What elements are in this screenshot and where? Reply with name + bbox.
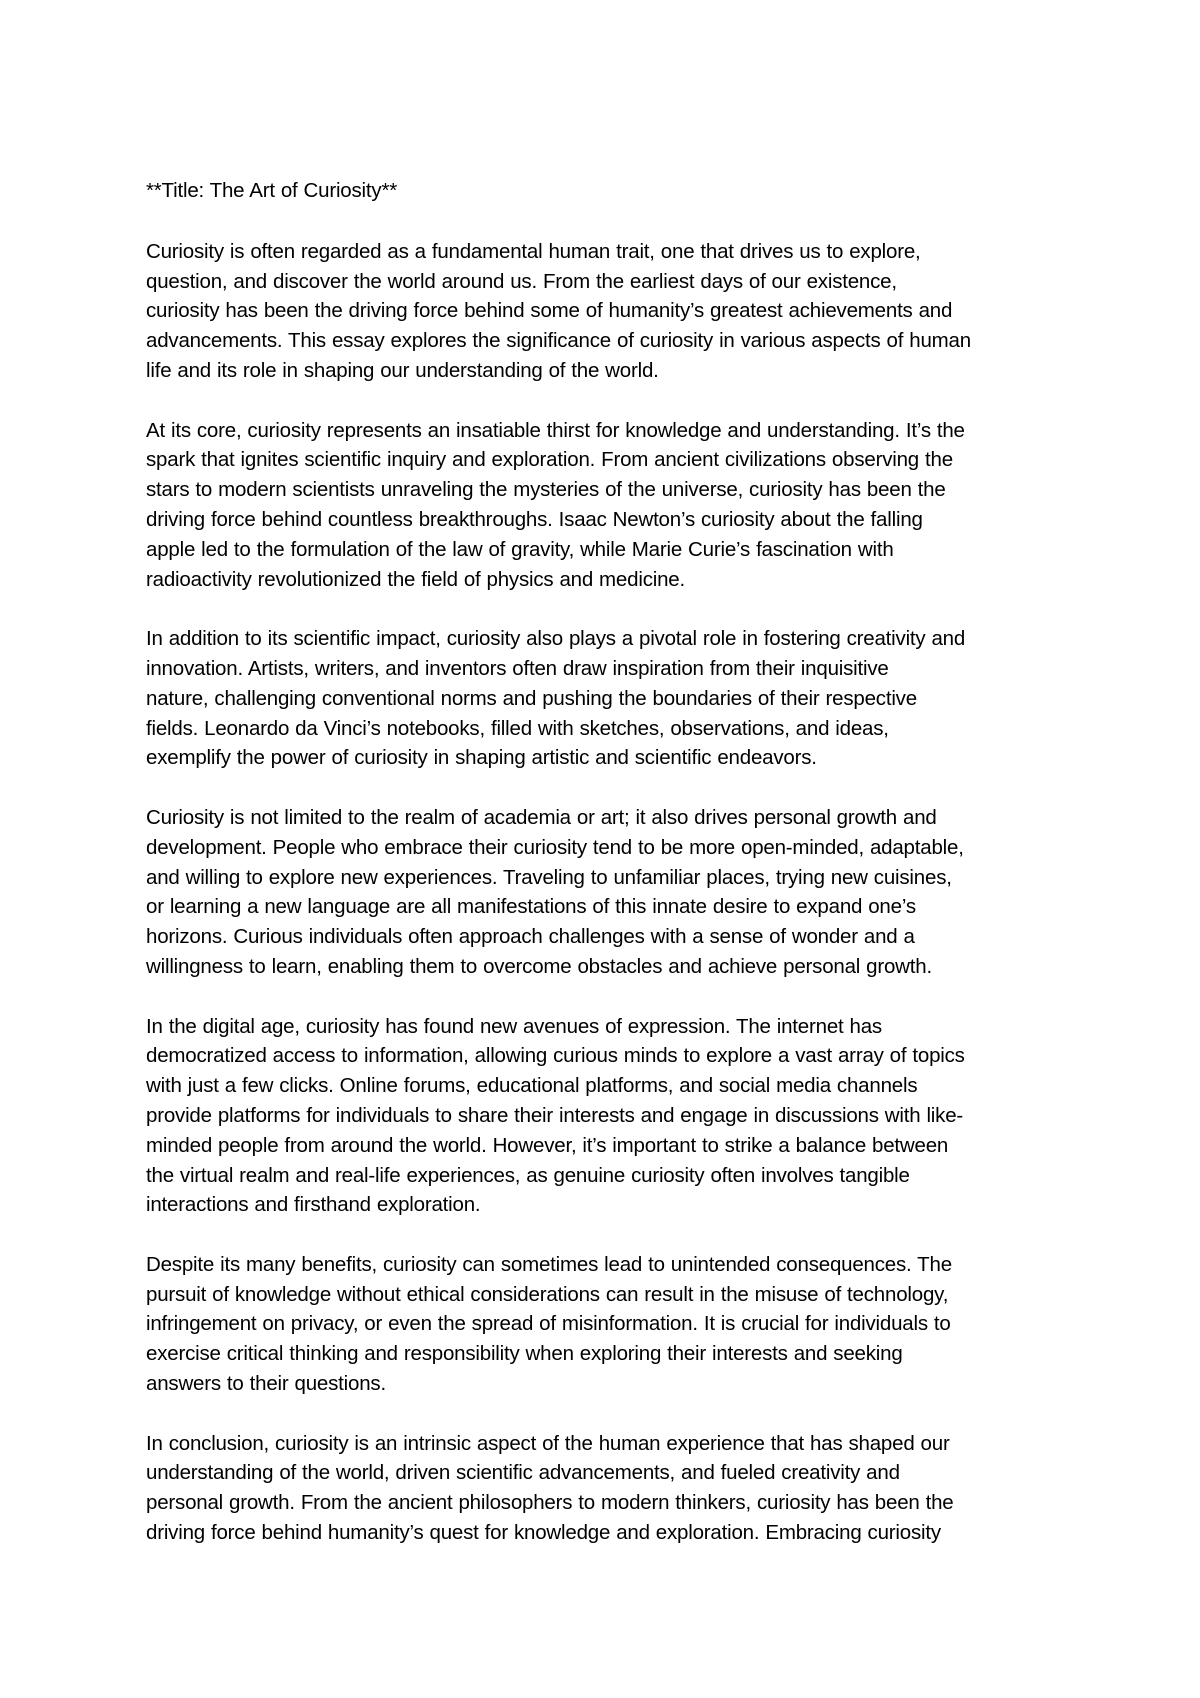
text-line: advancements. This essay explores the significance of curiosity in various aspects of human (146, 329, 971, 353)
text-line: innovation. Artists, writers, and inventors often draw inspiration from their inquisitive (146, 656, 889, 680)
text-line: democratized access to information, allowing curious minds to explore a vast array of topics (146, 1044, 965, 1068)
paragraph-5 (146, 1012, 1086, 1221)
text-line: fields. Leonardo da Vinci’s notebooks, filled with sketches, observations, and ideas, (146, 716, 889, 740)
text-line: personal growth. From the ancient philosophers to modern thinkers, curiosity has been the (146, 1491, 954, 1515)
text-line: nature, challenging conventional norms and pushing the boundaries of their respective (146, 686, 917, 710)
text-line: driving force behind humanity’s quest for knowledge and exploration. Embracing curiosity (146, 1521, 941, 1545)
text-line: life and its role in shaping our understanding of the world. (146, 358, 659, 382)
text-line: curiosity has been the driving force behind some of humanity’s greatest achievements and (146, 299, 953, 323)
document-title: **Title: The Art of Curiosity** (146, 179, 398, 202)
text-line: radioactivity revolutionized the field of physics and medicine. (146, 567, 685, 591)
text-line: driving force behind countless breakthroughs. Isaac Newton’s curiosity about the falling (146, 507, 923, 531)
text-line: with just a few clicks. Online forums, educational platforms, and social media channels (146, 1074, 918, 1098)
text-line: question, and discover the world around us. From the earliest days of our existence, (146, 269, 897, 293)
text-line: and willing to explore new experiences. Traveling to unfamiliar places, trying new cuisines, (146, 865, 952, 889)
paragraph-6 (146, 1250, 1086, 1399)
text-line: In conclusion, curiosity is an intrinsic aspect of the human experience that has shaped our (146, 1431, 950, 1455)
text-line: spark that ignites scientific inquiry and exploration. From ancient civilizations observing the (146, 448, 953, 472)
text-line: At its core, curiosity represents an insatiable thirst for knowledge and understanding. It’s the (146, 418, 965, 442)
text-line: Curiosity is often regarded as a fundamental human trait, one that drives us to explore, (146, 239, 921, 263)
text-line: provide platforms for individuals to share their interests and engage in discussions with like- (146, 1103, 964, 1127)
paragraph-3 (146, 624, 1086, 773)
text-line: infringement on privacy, or even the spread of misinformation. It is crucial for individuals to (146, 1312, 951, 1336)
document-body (146, 176, 1086, 1578)
text-line: stars to modern scientists unraveling the mysteries of the universe, curiosity has been the (146, 478, 946, 502)
text-line: understanding of the world, driven scientific advancements, and fueled creativity and (146, 1461, 900, 1485)
paragraph-1 (146, 237, 1086, 386)
paragraph-4 (146, 803, 1086, 982)
text-line: horizons. Curious individuals often approach challenges with a sense of wonder and a (146, 925, 915, 949)
paragraph-7 (146, 1429, 1086, 1548)
text-line: exemplify the power of curiosity in shaping artistic and scientific endeavors. (146, 746, 817, 770)
text-line: development. People who embrace their curiosity tend to be more open-minded, adaptable, (146, 835, 964, 859)
text-line: Despite its many benefits, curiosity can sometimes lead to unintended consequences. The (146, 1252, 952, 1276)
text-line: pursuit of knowledge without ethical considerations can result in the misuse of technology, (146, 1282, 949, 1306)
paragraph-2 (146, 416, 1086, 595)
text-line: or learning a new language are all manifestations of this innate desire to expand one’s (146, 895, 916, 919)
text-line: willingness to learn, enabling them to overcome obstacles and achieve personal growth. (146, 954, 932, 978)
text-line: Curiosity is not limited to the realm of academia or art; it also drives personal growth and (146, 805, 937, 829)
text-line: In the digital age, curiosity has found new avenues of expression. The internet has (146, 1014, 882, 1038)
text-line: the virtual realm and real-life experiences, as genuine curiosity often involves tangible (146, 1163, 910, 1187)
text-line: In addition to its scientific impact, curiosity also plays a pivotal role in fostering creativity and (146, 627, 966, 651)
text-line: answers to their questions. (146, 1372, 386, 1396)
text-line: apple led to the formulation of the law of gravity, while Marie Curie’s fascination with (146, 537, 894, 561)
text-line: minded people from around the world. However, it’s important to strike a balance between (146, 1133, 949, 1157)
text-line: exercise critical thinking and responsibility when exploring their interests and seeking (146, 1342, 903, 1366)
text-line: interactions and firsthand exploration. (146, 1193, 481, 1217)
